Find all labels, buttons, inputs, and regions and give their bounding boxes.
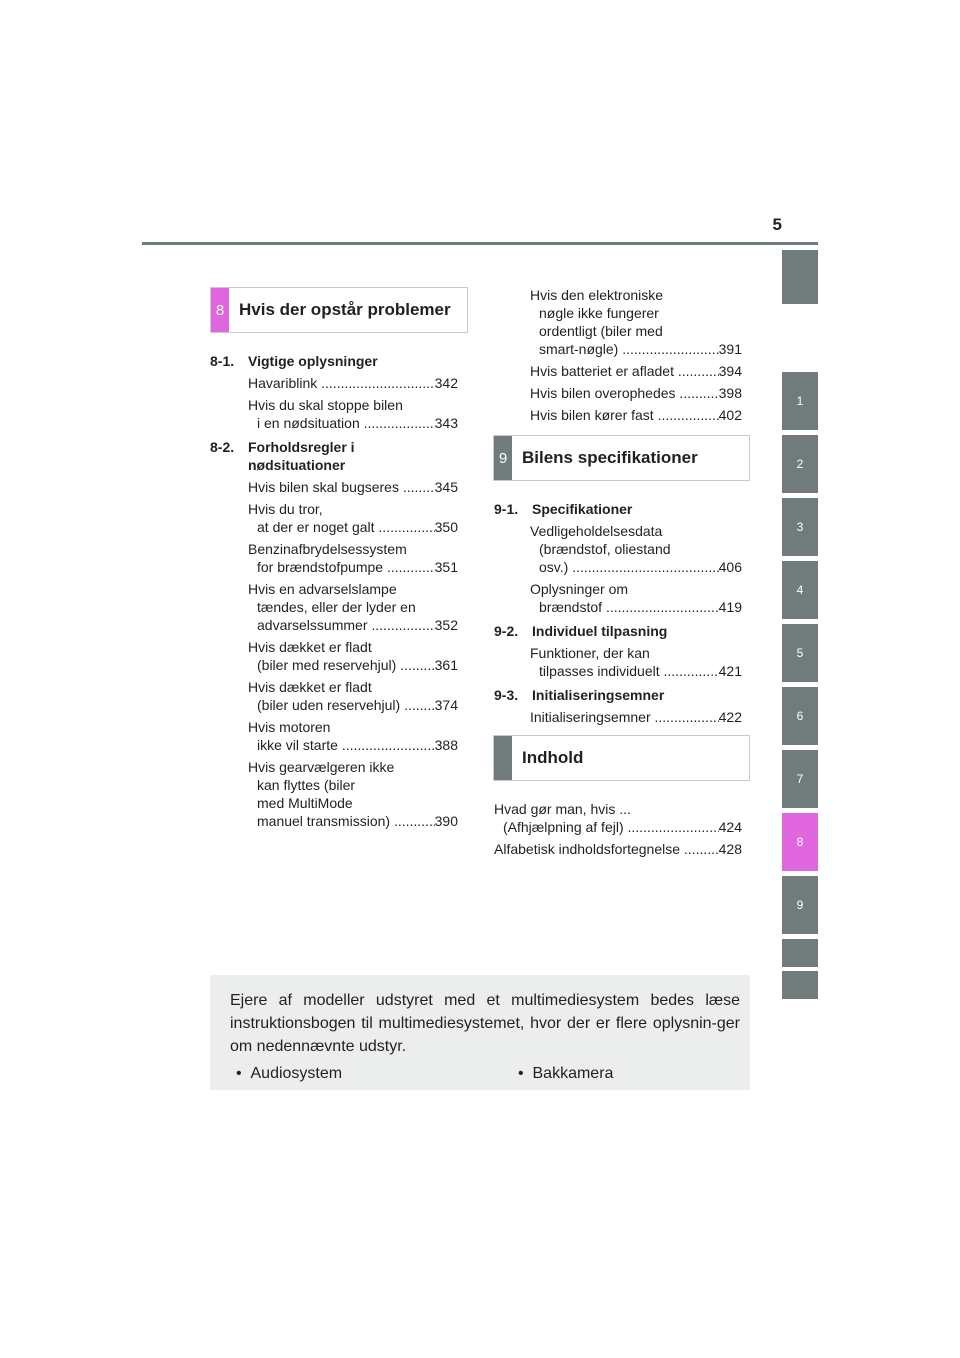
chapter-tab-8[interactable] <box>782 813 818 871</box>
chapter-tab-blank[interactable] <box>782 971 818 999</box>
toc-entry[interactable] <box>210 678 458 714</box>
toc-page-number: 394 <box>718 363 742 379</box>
section-header-title: Hvis der opstår problemer <box>239 300 451 319</box>
chapter-tab-blank[interactable] <box>782 939 818 967</box>
toc-leader-dots <box>403 478 435 496</box>
toc-page-number: 388 <box>434 737 458 753</box>
toc-entry-text: (biler uden reservehjul) <box>257 697 405 713</box>
toc-entry-text: Alfabetisk indholdsfortegnelse <box>494 841 684 857</box>
toc-page-number: 351 <box>434 559 458 575</box>
note-box <box>210 975 750 1090</box>
section-header-index <box>493 735 750 781</box>
toc-section-heading[interactable] <box>494 500 742 518</box>
chapter-tab-label: 8 <box>796 835 804 849</box>
toc-entry-lastline <box>530 406 742 424</box>
toc-entry[interactable] <box>210 478 458 496</box>
toc-entry-line: Hvad gør man, hvis ... <box>494 801 631 817</box>
toc-section-heading[interactable] <box>494 686 742 704</box>
toc-leader-dots <box>342 736 435 754</box>
toc-entry-line: Hvis en advarselslampe <box>248 581 397 597</box>
toc-entry[interactable] <box>210 540 458 576</box>
chapter-tab-3[interactable] <box>782 498 818 556</box>
toc-entry[interactable] <box>210 396 458 432</box>
right-toc-continued <box>494 282 742 424</box>
toc-entry-line: Hvis dækket er fladt <box>248 639 372 655</box>
toc-entry-lastline <box>248 518 458 536</box>
bullet-item: • Bakkamera <box>518 1065 614 1082</box>
section-header-9 <box>493 435 750 481</box>
toc-entry-line: Hvis du skal stoppe bilen <box>248 397 403 413</box>
section-header-title: Bilens specifikationer <box>522 448 698 467</box>
toc-entry-text: Hvis batteriet er afladet <box>530 363 678 379</box>
left-toc-column <box>210 346 458 830</box>
toc-entry-lastline <box>530 558 742 576</box>
toc-entry-line: Vedligeholdelsesdata <box>530 523 663 539</box>
toc-entry-text: Hvis bilen skal bugseres <box>248 479 403 495</box>
toc-leader-dots <box>400 656 434 674</box>
toc-leader-dots <box>387 558 435 576</box>
toc-section-title: Vigtige oplysninger <box>248 353 378 369</box>
section-header-title: Indhold <box>522 748 584 767</box>
toc-page-number: 406 <box>718 559 742 575</box>
chapter-tab-2[interactable] <box>782 435 818 493</box>
bullet-audiosystem: Audiosystem <box>250 1065 343 1082</box>
toc-leader-dots <box>628 818 719 836</box>
toc-entry[interactable] <box>210 580 458 634</box>
note-text: Ejere af modeller udstyret med et multimediesystem bedes læse instruktionsbogen til multimediesystemet, hvor der er flere oplysnin-ger om nedennævnte udstyr. <box>230 992 740 1055</box>
toc-page-number: 345 <box>434 479 458 495</box>
toc-entry-text: Hvis bilen overophedes <box>530 385 680 401</box>
chapter-tab-label: 5 <box>796 646 804 660</box>
toc-page-number: 428 <box>718 841 742 857</box>
toc-page-number: 422 <box>718 709 742 725</box>
toc-leader-dots <box>622 340 718 358</box>
toc-section-number: 8-2. <box>210 439 235 455</box>
toc-entry[interactable] <box>494 800 742 836</box>
toc-entry-lastline <box>248 616 458 634</box>
toc-page-number: 424 <box>718 819 742 835</box>
toc-entry-text: osv.) <box>539 559 573 575</box>
bullet-bakkamera: Bakkamera <box>532 1065 614 1082</box>
toc-leader-dots <box>378 518 434 536</box>
toc-leader-dots <box>684 840 719 858</box>
toc-entry[interactable] <box>494 644 742 680</box>
toc-leader-dots <box>606 598 719 616</box>
chapter-tab-label: 3 <box>796 520 804 534</box>
toc-leader-dots <box>572 558 718 576</box>
toc-leader-dots <box>321 374 435 392</box>
section-header-number <box>494 736 512 780</box>
toc-section-heading[interactable] <box>210 438 458 474</box>
toc-page-number: 343 <box>434 415 458 431</box>
toc-entry-text: at der er noget galt <box>257 519 379 535</box>
toc-section-number: 9-1. <box>494 501 519 517</box>
toc-entry-text: i en nødsituation <box>257 415 364 431</box>
toc-entry-lastline <box>248 736 458 754</box>
toc-entry-line: Hvis den elektroniske <box>530 287 664 303</box>
toc-entry-line: Benzinafbrydelsessystem <box>248 541 407 557</box>
toc-entry-lastline <box>248 414 458 432</box>
toc-entry-line: (brændstof, oliestand <box>539 541 671 557</box>
toc-entry[interactable] <box>494 384 742 402</box>
toc-entry-lastline <box>530 662 742 680</box>
section-header-number: 8 <box>211 288 229 332</box>
toc-entry-text: tilpasses individuelt <box>539 663 664 679</box>
toc-entry-text: ikke vil starte <box>257 737 342 753</box>
toc-entry-lastline <box>530 708 742 726</box>
toc-entry-line: kan flyttes (biler <box>257 777 356 793</box>
toc-entry-text: Hvis bilen kører fast <box>530 407 658 423</box>
toc-entry[interactable] <box>210 718 458 754</box>
toc-entry[interactable] <box>210 500 458 536</box>
toc-section-heading[interactable] <box>210 352 458 370</box>
toc-entry[interactable] <box>494 840 742 858</box>
toc-section-heading[interactable] <box>494 622 742 640</box>
section-header-number: 9 <box>494 436 512 480</box>
toc-leader-dots <box>678 362 719 380</box>
toc-section-number: 9-2. <box>494 623 519 639</box>
toc-page-number: 421 <box>718 663 742 679</box>
toc-entry-line: Oplysninger om <box>530 581 629 597</box>
toc-entry[interactable] <box>494 362 742 380</box>
page-number: 5 <box>772 215 782 234</box>
toc-leader-dots <box>371 616 434 634</box>
chapter-tab-label: 1 <box>796 394 804 408</box>
chapter-tab-1[interactable] <box>782 372 818 430</box>
chapter-tab-9[interactable] <box>782 876 818 934</box>
toc-entry-text: manuel transmission) <box>257 813 394 829</box>
bullet-item: • Audiosystem <box>236 1065 343 1082</box>
toc-entry-lastline <box>248 558 458 576</box>
index-toc-column <box>494 796 742 858</box>
toc-section-title: Individuel tilpasning <box>532 623 668 639</box>
chapter-tab-blank[interactable] <box>782 250 818 304</box>
toc-section-title: Initialiseringsemner <box>532 687 665 703</box>
toc-page-number: 352 <box>434 617 458 633</box>
toc-entry-lastline <box>248 656 458 674</box>
toc-entry-text: for brændstofpumpe <box>257 559 387 575</box>
chapter-tab-label: 7 <box>796 772 804 786</box>
chapter-tab-label: 9 <box>796 898 804 912</box>
chapter-tab-label: 6 <box>796 709 804 723</box>
toc-entry-line: Hvis motoren <box>248 719 331 735</box>
toc-page-number: 391 <box>718 341 742 357</box>
toc-entry-line: Hvis dækket er fladt <box>248 679 372 695</box>
toc-leader-dots <box>655 708 719 726</box>
toc-section-title: Specifikationer <box>532 501 633 517</box>
toc-entry-line: Hvis gearvælgeren ikke <box>248 759 395 775</box>
toc-page-number: 342 <box>434 375 458 391</box>
toc-leader-dots <box>394 812 435 830</box>
toc-leader-dots <box>679 384 718 402</box>
toc-entry-lastline <box>248 478 458 496</box>
toc-leader-dots <box>658 406 719 424</box>
chapter-tab-label: 2 <box>796 457 804 471</box>
toc-section-number: 9-3. <box>494 687 519 703</box>
toc-entry-line: Hvis du tror, <box>248 501 323 517</box>
toc-page-number: 390 <box>434 813 458 829</box>
header-rule <box>142 242 818 245</box>
toc-entry-lastline <box>530 598 742 616</box>
toc-entry[interactable] <box>210 758 458 830</box>
toc-entry-text: advarselssummer <box>257 617 372 633</box>
toc-entry[interactable] <box>494 522 742 576</box>
toc-entry-lastline <box>530 362 742 380</box>
toc-leader-dots <box>364 414 435 432</box>
toc-entry-line: tændes, eller der lyder en <box>257 599 416 615</box>
toc-page-number: 419 <box>718 599 742 615</box>
toc-page-number: 374 <box>434 697 458 713</box>
toc-entry-lastline <box>494 818 742 836</box>
toc-entry-lastline <box>530 340 742 358</box>
toc-entry-line: Funktioner, der kan <box>530 645 650 661</box>
toc-leader-dots <box>664 662 719 680</box>
toc-section-title: Forholdsregler i nødsituationer <box>248 439 355 473</box>
chapter-tab-4[interactable] <box>782 561 818 619</box>
right-toc-column <box>494 494 742 726</box>
toc-entry-lastline <box>248 696 458 714</box>
toc-entry-text: Havariblink <box>248 375 322 391</box>
toc-page-number: 402 <box>718 407 742 423</box>
toc-entry-text: (Afhjælpning af fejl) <box>503 819 628 835</box>
chapter-tab-label: 4 <box>796 583 804 597</box>
toc-entry-lastline <box>494 840 742 858</box>
toc-entry-line: med MultiMode <box>257 795 353 811</box>
toc-entry[interactable] <box>210 638 458 674</box>
toc-page-number: 350 <box>434 519 458 535</box>
toc-entry[interactable] <box>494 406 742 424</box>
toc-page-number: 361 <box>434 657 458 673</box>
toc-entry-lastline <box>248 812 458 830</box>
toc-entry-text: smart-nøgle) <box>539 341 623 357</box>
chapter-tab-7[interactable] <box>782 750 818 808</box>
section-header-8 <box>210 287 468 333</box>
chapter-tab-5[interactable] <box>782 624 818 682</box>
toc-entry-text: Initialiseringsemner <box>530 709 655 725</box>
toc-entry[interactable] <box>210 374 458 392</box>
toc-page-number: 398 <box>718 385 742 401</box>
toc-entry[interactable] <box>494 286 742 358</box>
toc-entry[interactable] <box>494 708 742 726</box>
toc-entry-text: brændstof <box>539 599 606 615</box>
toc-section-number: 8-1. <box>210 353 235 369</box>
toc-entry[interactable] <box>494 580 742 616</box>
toc-entry-lastline <box>248 374 458 392</box>
toc-entry-line: ordentligt (biler med <box>539 323 663 339</box>
chapter-tab-6[interactable] <box>782 687 818 745</box>
toc-entry-lastline <box>530 384 742 402</box>
toc-leader-dots <box>404 696 435 714</box>
toc-entry-text: (biler med reservehjul) <box>257 657 401 673</box>
toc-entry-line: nøgle ikke fungerer <box>539 305 659 321</box>
